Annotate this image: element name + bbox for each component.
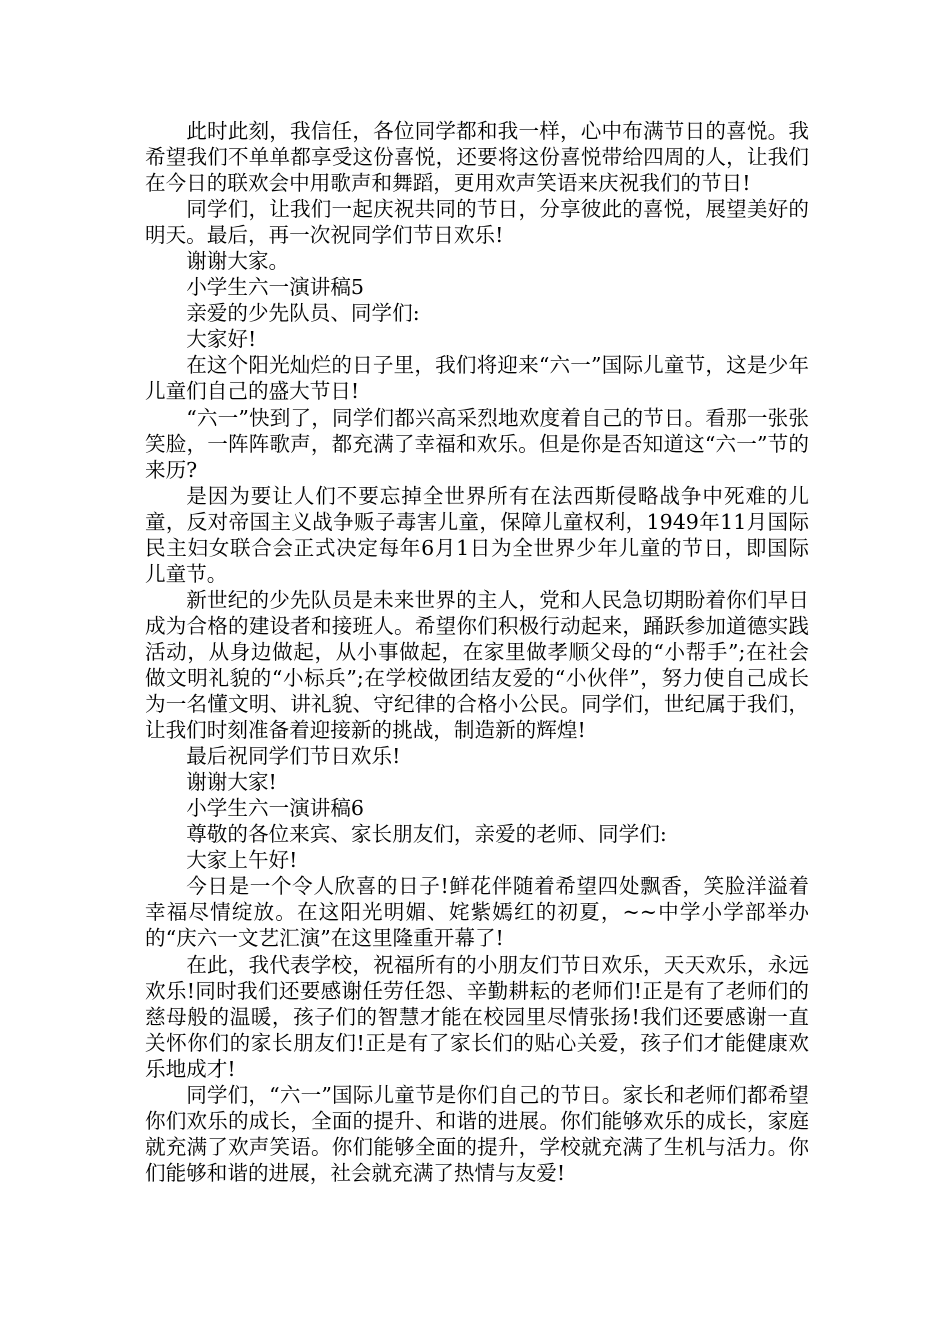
paragraph: 最后祝同学们节日欢乐! xyxy=(186,744,401,769)
paragraph: 同学们，“六一”国际儿童节是你们自己的节日。家长和老师们都希望你们欢乐的成长，全面的提升、和谐的进展。你们能够欢乐的成长，家庭就充满了欢声笑语。你们能够全面的提升，学校就充满了生机与活力。你们能够和谐的进展，社会就充满了热情与友爱! xyxy=(145,1082,809,1185)
paragraph: 谢谢大家。 xyxy=(186,249,290,274)
paragraph: 同学们，让我们一起庆祝共同的节日，分享彼此的喜悦，展望美好的明天。最后，再一次祝同学们节日欢乐! xyxy=(145,197,809,248)
salutation: 亲爱的少先队员、同学们: xyxy=(186,301,420,326)
paragraph: 在这个阳光灿烂的日子里，我们将迎来“六一”国际儿童节，这是少年儿童们自己的盛大节日! xyxy=(145,353,809,404)
greeting: 大家好! xyxy=(186,327,257,352)
section-heading: 小学生六一演讲稿6 xyxy=(186,796,365,821)
paragraph: 在此，我代表学校，祝福所有的小朋友们节日欢乐，天天欢乐，永远欢乐!同时我们还要感谢任劳任怨、辛勤耕耘的老师们!正是有了老师们的慈母般的温暖，孩子们的智慧才能在校园里尽情张扬!我们还要感谢一直关怀你们的家长朋友们!正是有了家长们的贴心关爱，孩子们才能健康欢乐地成才! xyxy=(145,952,809,1081)
paragraph: 新世纪的少先队员是未来世界的主人，党和人民急切期盼着你们早日成为合格的建设者和接班人。希望你们积极行动起来，踊跃参加道德实践活动，从身边做起，从小事做起，在家里做孝顺父母的“小帮手”;在社会做文明礼貌的“小标兵”;在学校做团结友爱的“小伙伴”，努力使自己成长为一名懂文明、讲礼貌、守纪律的合格小公民。同学们，世纪属于我们，让我们时刻准备着迎接新的挑战，制造新的辉煌! xyxy=(145,587,809,743)
section-heading: 小学生六一演讲稿5 xyxy=(186,275,365,300)
greeting: 大家上午好! xyxy=(186,848,298,873)
paragraph: 是因为要让人们不要忘掉全世界所有在法西斯侵略战争中死难的儿童，反对帝国主义战争贩子毒害儿童，保障儿童权利，1949年11月国际民主妇女联合会正式决定每年6月1日为全世界少年儿童的节日，即国际儿童节。 xyxy=(145,483,809,586)
paragraph: 今日是一个令人欣喜的日子!鲜花伴随着希望四处飘香，笑脸洋溢着幸福尽情绽放。在这阳光明媚、姹紫嫣红的初夏，~~中学小学部举办的“庆六一文艺汇演”在这里隆重开幕了! xyxy=(145,874,809,951)
paragraph: “六一”快到了，同学们都兴高采烈地欢度着自己的节日。看那一张张笑脸，一阵阵歌声，都充满了幸福和欢乐。但是你是否知道这“六一”节的来历? xyxy=(145,405,809,482)
paragraph: 此时此刻，我信任，各位同学都和我一样，心中布满节日的喜悦。我希望我们不单单都享受这份喜悦，还要将这份喜悦带给四周的人，让我们在今日的联欢会中用歌声和舞蹈，更用欢声笑语来庆祝我们的节日! xyxy=(145,119,809,196)
paragraph: 谢谢大家! xyxy=(186,770,277,795)
document-body xyxy=(145,118,809,1186)
salutation: 尊敬的各位来宾、家长朋友们，亲爱的老师、同学们: xyxy=(186,822,667,847)
